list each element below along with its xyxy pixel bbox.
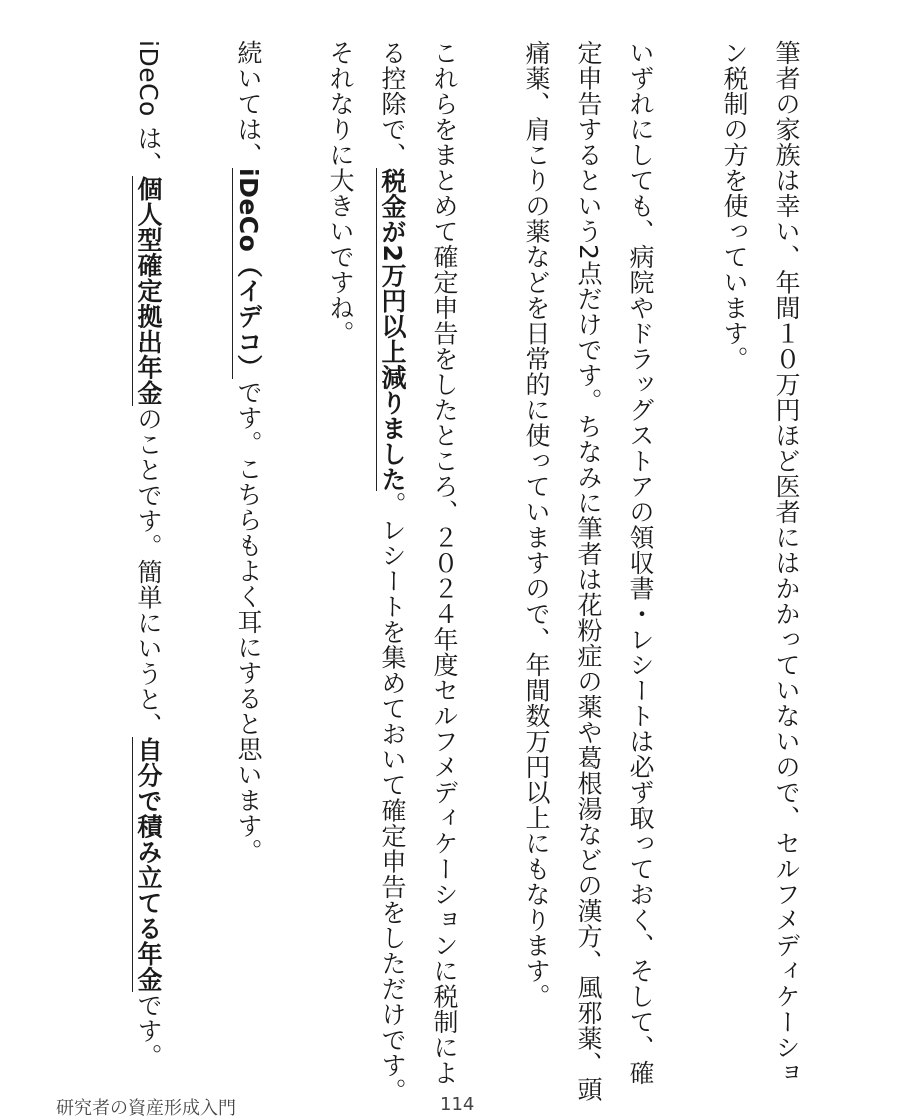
page-number: 114 bbox=[440, 1094, 475, 1115]
text-line: いずれにしても、病院やドラッグストアの領収書・レシートは必ず取っておく、そして、確 bbox=[626, 40, 655, 1086]
text-line: ン税制の方を使っています。 bbox=[720, 40, 749, 372]
book-title-footer: 研究者の資産形成入門 bbox=[56, 1098, 236, 1119]
text-line: iDeCo は、 bbox=[134, 40, 163, 177]
text-line: 痛薬、肩こりの薬などを日常的に使っていますので、年間数万円以上にもなります。 bbox=[522, 40, 551, 1009]
text-column bbox=[562, 40, 614, 1102]
text-column bbox=[760, 40, 812, 1086]
text-line: 定申告するという2点だけです。ちなみに筆者は花粉症の薬や葛根湯などの漢方、風邪薬、頭 bbox=[574, 40, 603, 1102]
text-line: これらをまとめて確定申告をしたところ、２０２４年度セルフメディケーションに税制によ bbox=[430, 40, 459, 1086]
text-column bbox=[708, 40, 760, 1080]
text-line: 筆者の家族は幸い、年間１０万円ほど医者にはかかっていないので、セルフメディケーショ bbox=[772, 40, 801, 1086]
text-line: る控除で、 bbox=[378, 40, 407, 168]
text-column bbox=[122, 40, 174, 1080]
text-line: 続いては、 bbox=[234, 40, 263, 168]
text-column bbox=[222, 40, 274, 1080]
text-line: です。 bbox=[134, 992, 163, 1069]
emphasis-text: 個人型確定拠出年金 bbox=[134, 176, 163, 406]
text-column bbox=[314, 40, 366, 1080]
text-line: のことです。簡単にいうと、 bbox=[134, 405, 163, 738]
emphasis-text: 自分で積み立てる年金 bbox=[134, 737, 163, 993]
text-line: それなりに大きいですね。 bbox=[326, 40, 355, 346]
text-column bbox=[614, 40, 666, 1086]
emphasis-text: 税金が2万円以上減りました bbox=[378, 167, 407, 492]
emphasis-text: iDeCo（イデコ） bbox=[234, 167, 263, 380]
text-line: 。レシートを集めておいて確定申告をしただけです。 bbox=[378, 491, 407, 1104]
text-line: です。こちらもよく耳にすると思います。 bbox=[234, 379, 263, 864]
text-column bbox=[418, 40, 470, 1086]
text-column bbox=[366, 40, 418, 1104]
text-column bbox=[510, 40, 562, 1080]
